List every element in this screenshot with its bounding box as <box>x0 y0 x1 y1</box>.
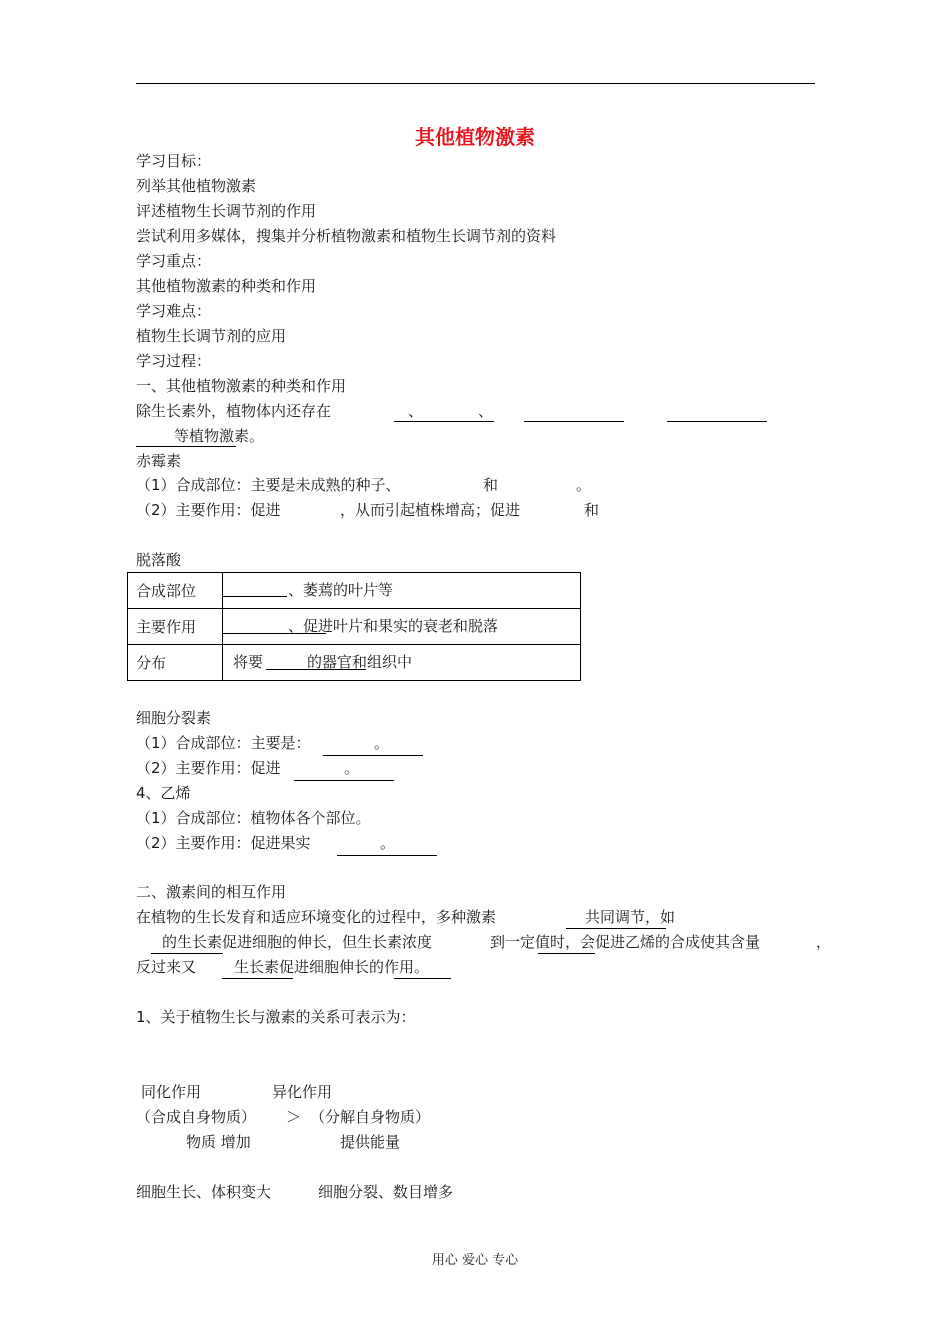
difficulty-text: 植物生长调节剂的应用 <box>136 327 287 345</box>
blank-line <box>223 596 287 597</box>
blank-line <box>667 421 767 422</box>
ethylene-site-text: （1）合成部位：植物体各个部位。 <box>136 809 371 827</box>
relation-heading: 1、关于植物生长与激素的关系可表示为： <box>136 1008 416 1026</box>
gibberellin-site-text: （1）合成部位：主要是未成熟的种子、 <box>136 476 401 494</box>
dissimilation-label: 异化作用 <box>272 1083 333 1101</box>
table-value-cell <box>223 573 581 609</box>
blank-line <box>524 421 624 422</box>
blank-line <box>136 446 236 447</box>
page-title: 其他植物激素 <box>415 125 535 149</box>
interaction-text: 生长素促进细胞伸长的作用。 <box>234 958 430 976</box>
table-value: 、促进叶片和果实的衰老和脱落 <box>288 617 499 635</box>
blank-line <box>337 855 437 856</box>
table-value: 的器官和组织中 <box>307 653 413 671</box>
interaction-text: 共同调节，如 <box>585 908 676 926</box>
header-rule <box>136 83 815 84</box>
page-footer: 用心 爱心 专心 <box>431 1253 519 1268</box>
blank-line <box>223 633 326 634</box>
blank-line <box>566 928 666 929</box>
key-point-heading: 学习重点： <box>136 252 212 270</box>
table-row <box>128 645 581 681</box>
separator: 、 <box>478 402 494 420</box>
blank-line <box>266 669 366 670</box>
cytokinin-function-end: 。 <box>344 759 360 777</box>
section2-heading: 二、激素间的相互作用 <box>136 883 287 901</box>
greater-than: ＞ <box>286 1108 302 1126</box>
blank-line <box>538 953 595 954</box>
gibberellin-function-text: （2）主要作用：促进 <box>136 501 281 519</box>
cell-growth: 细胞生长、体积变大 <box>136 1183 272 1201</box>
cytokinin-heading: 细胞分裂素 <box>136 709 212 727</box>
cytokinin-site-end: 。 <box>374 734 390 752</box>
gibberellin-heading: 赤霉素 <box>136 452 182 470</box>
gibberellin-function-mid: ，从而引起植株增高；促进 <box>340 501 521 519</box>
matter-increase: 物质 增加 <box>186 1133 251 1151</box>
blank-line <box>323 755 423 756</box>
blank-line <box>222 978 293 979</box>
section1-heading: 一、其他植物激素的种类和作用 <box>136 377 347 395</box>
gibberellin-site-and: 和 <box>483 476 499 494</box>
objective-item: 列举其他植物激素 <box>136 177 257 195</box>
energy-supply: 提供能量 <box>340 1133 401 1151</box>
table-prefix: 将要 <box>233 653 264 671</box>
blank-line <box>394 978 451 979</box>
interaction-text: 的生长素促进细胞的伸长，但生长素浓度 <box>162 933 433 951</box>
assimilation-sub: （合成自身物质） <box>136 1108 257 1126</box>
ethylene-heading: 4、乙烯 <box>136 784 191 802</box>
cytokinin-site-text: （1）合成部位：主要是： <box>136 734 311 752</box>
gibberellin-function-and: 和 <box>584 501 600 519</box>
interaction-text: 反过来又 <box>136 958 197 976</box>
separator: 、 <box>408 402 424 420</box>
objective-item: 评述植物生长调节剂的作用 <box>136 202 317 220</box>
cytokinin-function-text: （2）主要作用：促进 <box>136 759 281 777</box>
table-value: 、萎蔫的叶片等 <box>288 581 394 599</box>
key-point-text: 其他植物激素的种类和作用 <box>136 277 317 295</box>
objectives-heading: 学习目标： <box>136 152 212 170</box>
abscisic-heading: 脱落酸 <box>136 551 182 569</box>
blank-line <box>151 953 223 954</box>
objective-item: 尝试利用多媒体，搜集并分析植物激素和植物生长调节剂的资料 <box>136 227 557 245</box>
blank-line <box>394 421 494 422</box>
table-row <box>128 609 581 645</box>
table-label: 主要作用 <box>128 609 223 645</box>
difficulty-heading: 学习难点： <box>136 302 212 320</box>
table-row <box>128 573 581 609</box>
table-label: 分布 <box>128 645 223 681</box>
assimilation-label: 同化作用 <box>141 1083 202 1101</box>
gibberellin-site-end: 。 <box>576 476 592 494</box>
intro-text-end: 等植物激素。 <box>174 427 265 445</box>
intro-text: 除生长素外，植物体内还存在 <box>136 402 332 420</box>
abscisic-table <box>127 572 581 681</box>
dissimilation-sub: （分解自身物质） <box>310 1108 431 1126</box>
cell-division: 细胞分裂、数目增多 <box>318 1183 454 1201</box>
process-heading: 学习过程： <box>136 352 212 370</box>
interaction-text: 在植物的生长发育和适应环境变化的过程中，多种激素 <box>136 908 497 926</box>
table-label: 合成部位 <box>128 573 223 609</box>
ethylene-function-text: （2）主要作用：促进果实 <box>136 834 311 852</box>
table-value-cell <box>223 609 581 645</box>
interaction-text: 到一定值时，会促进乙烯的合成使其含量 <box>490 933 761 951</box>
interaction-text: ， <box>816 933 832 951</box>
ethylene-function-end: 。 <box>380 834 396 852</box>
table-value-cell <box>223 645 581 681</box>
blank-line <box>294 780 394 781</box>
